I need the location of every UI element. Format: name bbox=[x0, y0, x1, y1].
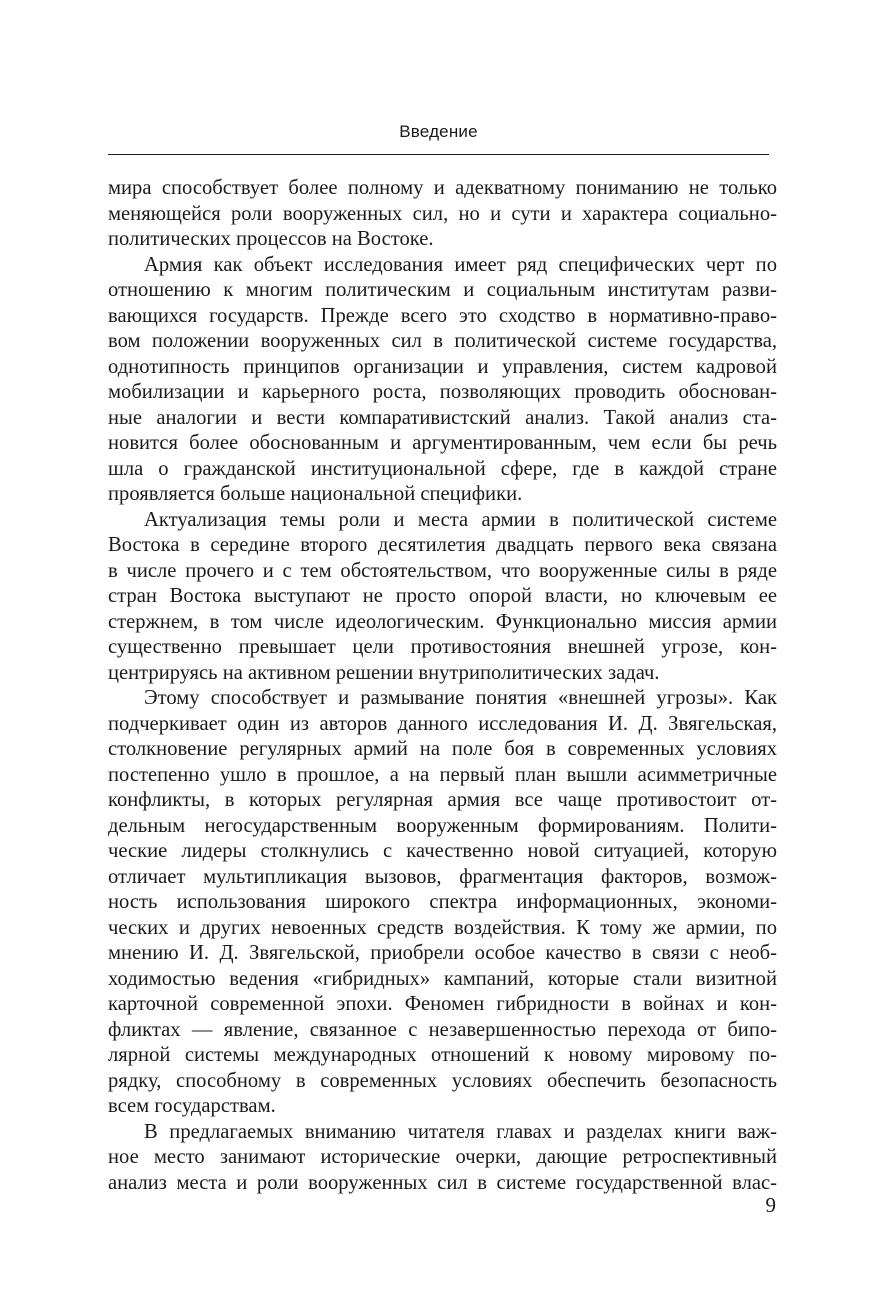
text-line: проявляется больше национальной специфики. bbox=[108, 483, 523, 505]
text-line: меняющейся роли вооруженных сил, но и сути и характера социально- bbox=[108, 202, 777, 225]
text-line: карточной современной эпохи. Феномен гибридности в войнах и кон- bbox=[108, 993, 777, 1015]
text-line: Этому способствует и размывание понятия «внешней угрозы». Как bbox=[144, 687, 777, 709]
header-rule bbox=[108, 154, 769, 155]
text-line: Актуализация темы роли и места армии в политической системе bbox=[144, 508, 777, 531]
text-line: конфликты, в которых регулярная армия все чаще противостоит от- bbox=[108, 789, 777, 811]
text-line: всем государствам. bbox=[108, 1095, 276, 1117]
page-number: 9 bbox=[765, 1193, 776, 1217]
text-line: вом положении вооруженных сил в политической системе государства, bbox=[108, 330, 777, 352]
text-line: ческие лидеры столкнулись с качественно новой ситуацией, которую bbox=[108, 840, 777, 862]
paragraph bbox=[108, 508, 777, 687]
text-line: вающихся государств. Прежде всего это сходство в нормативно-право- bbox=[108, 304, 777, 327]
text-line: существенно превышает цели противостояния внешней угрозе, кон- bbox=[108, 636, 777, 658]
text-line: дельным негосударственным вооруженным формированиям. Полити- bbox=[108, 814, 777, 837]
text-line: рядку, способному в современных условиях обеспечить безопасность bbox=[108, 1069, 777, 1092]
text-line: ные аналогии и вести компаративистский анализ. Такой анализ ста- bbox=[108, 406, 777, 429]
text-line: В предлагаемых вниманию читателя главах и разделах книги важ- bbox=[144, 1120, 777, 1143]
text-line: шла о гражданской институциональной сфере, где в каждой стране bbox=[108, 457, 777, 480]
paragraph bbox=[108, 253, 777, 508]
text-line: в числе прочего и с тем обстоятельством, что вооруженные силы в ряде bbox=[108, 559, 777, 582]
text-line: новится более обоснованным и аргументированным, чем если бы речь bbox=[108, 432, 777, 454]
paragraph bbox=[108, 176, 777, 253]
text-line: постепенно ушло в прошлое, а на первый план вышли асимметричные bbox=[108, 763, 777, 786]
text-line: Армия как объект исследования имеет ряд специфических черт по bbox=[144, 253, 777, 276]
text-line: отличает мультипликация вызовов, фрагментация факторов, возмож- bbox=[108, 865, 777, 888]
text-line: мнению И. Д. Звягельской, приобрели особое качество в связи с необ- bbox=[108, 942, 777, 964]
text-line: фликтах — явление, связанное с незавершенностью перехода от бипо- bbox=[108, 1018, 777, 1041]
text-line: анализ места и роли вооруженных сил в системе государственной влас- bbox=[108, 1171, 777, 1194]
paragraph bbox=[108, 1120, 777, 1197]
text-line: отношению к многим политическим и социальным институтам разви- bbox=[108, 279, 777, 301]
text-line: политических процессов на Востоке. bbox=[108, 228, 434, 250]
text-line: столкновение регулярных армий на поле боя в современных условиях bbox=[108, 738, 777, 760]
text-line: подчеркивает один из авторов данного исследования И. Д. Звягельская, bbox=[108, 712, 777, 735]
text-line: мира способствует более полному и адекватному пониманию не только bbox=[108, 177, 777, 199]
paragraph bbox=[108, 686, 777, 1120]
text-line: центрируясь на активном решении внутриполитических задач. bbox=[108, 661, 660, 684]
text-line: ческих и других невоенных средств воздействия. К тому же армии, по bbox=[108, 916, 777, 939]
text-line: Востока в середине второго десятилетия двадцать первого века связана bbox=[108, 534, 777, 556]
text-line: лярной системы международных отношений к новому мировому по- bbox=[108, 1044, 777, 1066]
text-line: стержнем, в том числе идеологическим. Функционально миссия армии bbox=[108, 610, 777, 633]
text-line: стран Востока выступают не просто опорой власти, но ключевым ее bbox=[108, 585, 777, 607]
text-line: ходимостью ведения «гибридных» кампаний, которые стали визитной bbox=[108, 967, 777, 990]
text-line: ное место занимают исторические очерки, дающие ретроспективный bbox=[108, 1146, 777, 1168]
text-line: ность использования широкого спектра информационных, экономи- bbox=[108, 891, 777, 913]
running-head-title: Введение bbox=[399, 122, 478, 141]
text-line: мобилизации и карьерного роста, позволяющих проводить обоснован- bbox=[108, 381, 777, 403]
body-text bbox=[108, 176, 777, 1196]
text-line: однотипность принципов организации и управления, систем кадровой bbox=[108, 355, 777, 378]
